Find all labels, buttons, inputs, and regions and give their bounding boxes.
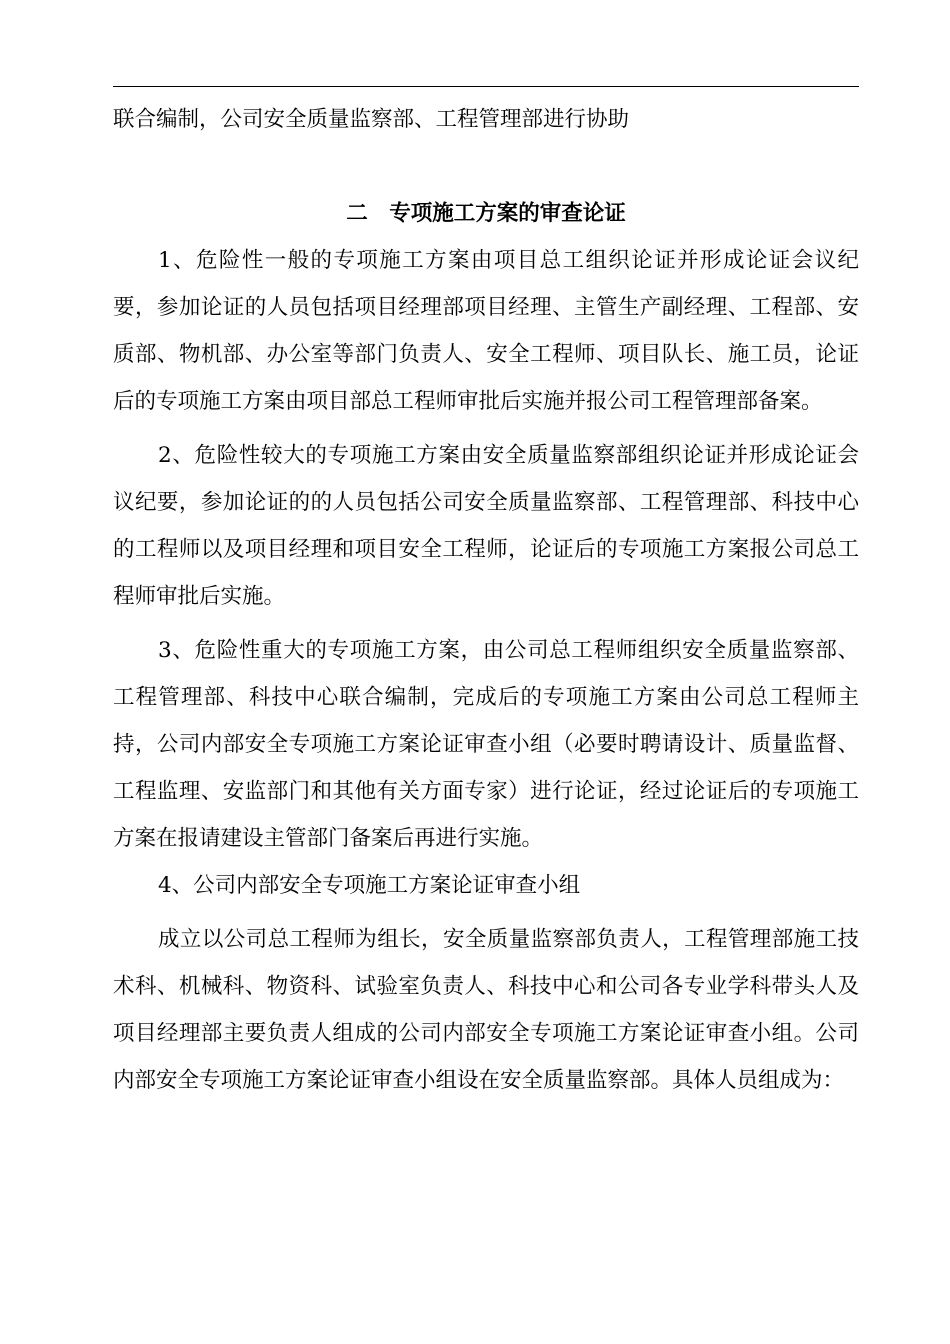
paragraph-4: 4、公司内部安全专项施工方案论证审查小组: [158, 873, 581, 898]
paragraph-5: 成立以公司总工程师为组长，安全质量监察部负责人，工程管理部施工技术科、机械科、物资科、试验室负责人、科技中心和公司各专业学科带头人及项目经理部主要负责人组成的公司内部安全专项施工方案论证审查小组。公司内部安全专项施工方案论证审查小组设在安全质量监察部。具体人员组成为：: [113, 927, 859, 1093]
continuation-line: 联合编制，公司安全质量监察部、工程管理部进行协助: [113, 107, 630, 132]
header-rule: [113, 86, 859, 87]
section-title: 二 专项施工方案的审查论证: [346, 201, 626, 226]
paragraph-2: 2、危险性较大的专项施工方案由安全质量监察部组织论证并形成论证会议纪要，参加论证的的人员包括公司安全质量监察部、工程管理部、科技中心的工程师以及项目经理和项目安全工程师，论证后的专项施工方案报公司总工程师审批后实施。: [113, 443, 859, 609]
paragraph-3: 3、危险性重大的专项施工方案，由公司总工程师组织安全质量监察部、工程管理部、科技中心联合编制，完成后的专项施工方案由公司总工程师主持，公司内部安全专项施工方案论证审查小组（必要时聘请设计、质量监督、工程监理、安监部门和其他有关方面专家）进行论证，经过论证后的专项施工方案在报请建设主管部门备案后再进行实施。: [113, 638, 859, 851]
paragraph-1: 1、危险性一般的专项施工方案由项目总工组织论证并形成论证会议纪要，参加论证的人员包括项目经理部项目经理、主管生产副经理、工程部、安质部、物机部、办公室等部门负责人、安全工程师、项目队长、施工员，论证后的专项施工方案由项目部总工程师审批后实施并报公司工程管理部备案。: [113, 248, 859, 414]
document-body: [113, 96, 859, 1104]
